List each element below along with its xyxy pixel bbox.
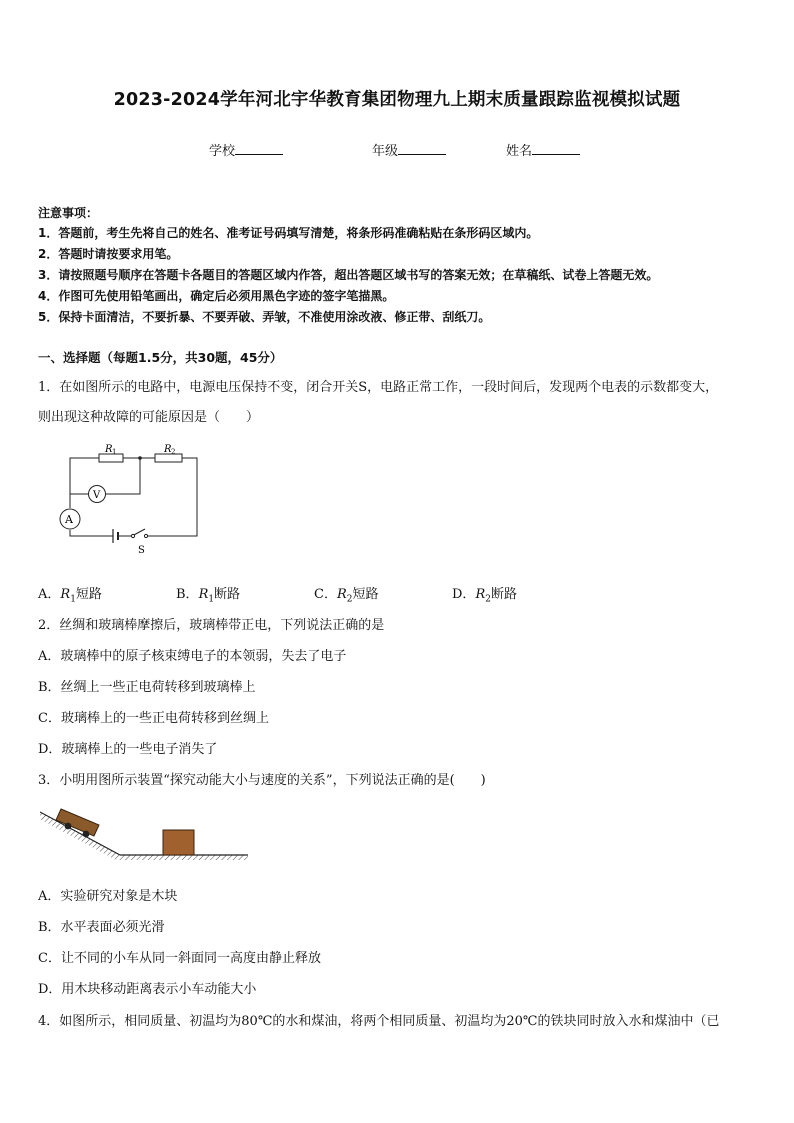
voltmeter-label: V xyxy=(93,490,101,501)
notice-item: 2．答题时请按要求用笔。 xyxy=(38,247,179,261)
notice-item: 3．请按照题号顺序在答题卡各题目的答题区域内作答，超出答题区域书写的答案无效；在草稿纸、试卷上答题无效。 xyxy=(38,268,659,282)
notice-item: 5．保持卡面清洁，不要折暴、不要弄破、弄皱，不准使用涂改液、修正带、刮纸刀。 xyxy=(38,310,491,324)
r1-subscript: 1 xyxy=(112,448,117,456)
notice-heading: 注意事项： xyxy=(38,206,99,220)
q2-option-c: C．玻璃棒上的一些正电荷转移到丝绸上 xyxy=(38,711,269,726)
school-blank xyxy=(235,142,283,155)
school-label: 学校 xyxy=(209,144,236,159)
question-4-stem: 4．如图所示，相同质量、初温均为80℃的水和煤油，将两个相同质量、初温均为20℃的铁块同时放入水和煤油中（已 xyxy=(38,1014,720,1029)
section-heading: 一、选择题（每题1.5分，共30题，45分） xyxy=(38,350,283,365)
r1-label: R xyxy=(105,444,113,455)
switch-label: S xyxy=(138,545,145,556)
q2-option-d: D．玻璃棒上的一些电子消失了 xyxy=(38,742,218,757)
name-field xyxy=(506,140,580,159)
wood-block-icon xyxy=(163,830,194,855)
q3-option-b: B．水平表面必须光滑 xyxy=(38,920,165,935)
question-2-stem: 2．丝绸和玻璃棒摩擦后，玻璃棒带正电，下列说法正确的是 xyxy=(38,618,385,633)
name-blank xyxy=(532,142,580,155)
q1-option-c: C．$R_2$短路 xyxy=(314,587,379,605)
q1-option-d: D．$R_2$断路 xyxy=(452,587,517,605)
q1-option-a: A．$R_1$短路 xyxy=(38,587,102,605)
ammeter-label: A xyxy=(65,513,73,526)
incline-cart-diagram xyxy=(40,798,252,864)
question-1-line-2: 则出现这种故障的可能原因是（ ） xyxy=(38,410,260,425)
school-field xyxy=(209,140,283,159)
notice-item: 1．答题前，考生先将自己的姓名、准考证号码填写清楚，将条形码准确粘贴在条形码区域内。 xyxy=(38,226,539,240)
q2-option-a: A．玻璃棒中的原子核束缚电子的本领弱，失去了电子 xyxy=(38,649,347,664)
name-label: 姓名 xyxy=(506,144,533,159)
q2-option-b: B．丝绸上一些正电荷转移到玻璃棒上 xyxy=(38,680,256,695)
notice-item: 4．作图可先使用铅笔画出，确定后必须用黑色字迹的签字笔描黑。 xyxy=(38,289,395,303)
q3-option-a: A．实验研究对象是木块 xyxy=(38,889,178,904)
question-1-line-1: 1．在如图所示的电路中，电源电压保持不变，闭合开关S，电路正常工作，一段时间后，发现两个电表的示数都变大， xyxy=(38,380,719,395)
r2-label: R xyxy=(164,444,172,455)
grade-field xyxy=(372,140,446,159)
q3-option-d: D．用木块移动距离表示小车动能大小 xyxy=(38,982,257,997)
page-title: 2023-2024学年河北宇华教育集团物理九上期末质量跟踪监视模拟试题 xyxy=(113,90,681,110)
grade-label: 年级 xyxy=(372,144,399,159)
grade-blank xyxy=(398,142,446,155)
r2-subscript: 2 xyxy=(171,448,176,456)
circuit-diagram xyxy=(54,440,214,562)
question-3-stem: 3．小明用图所示装置“探究动能大小与速度的关系”，下列说法正确的是( ) xyxy=(38,773,486,788)
q1-option-b: B．$R_1$断路 xyxy=(176,587,241,605)
q3-option-c: C．让不同的小车从同一斜面同一高度由静止释放 xyxy=(38,951,321,966)
